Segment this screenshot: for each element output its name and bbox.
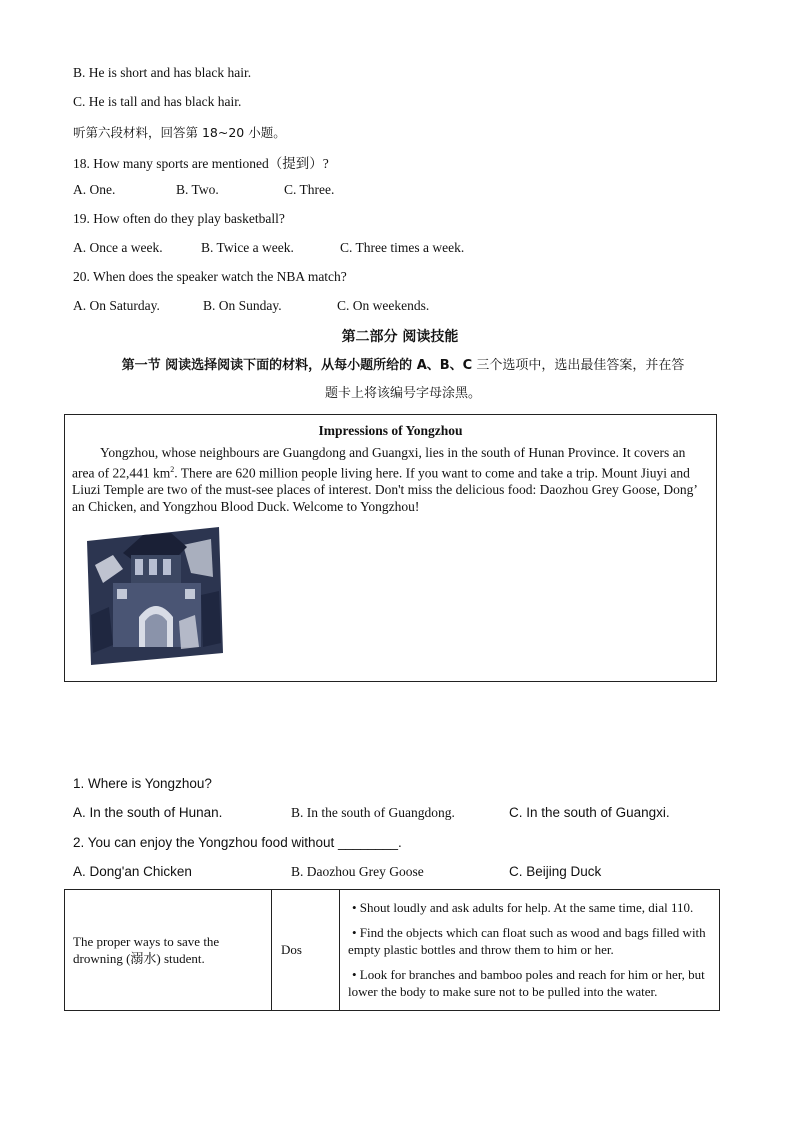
q20-option-c: C. On weekends. [337, 298, 430, 313]
table-topic-cell: The proper ways to save the drowning (溺水) student. [65, 890, 272, 1011]
passage-text [72, 445, 710, 516]
q2-option-b: B. Daozhou Grey Goose [291, 864, 424, 879]
passage-title: Impressions of Yongzhou [318, 423, 463, 438]
rescue-table [64, 889, 720, 1011]
section1-instruction-rest: 三个选项中，选出最佳答案，并在答 [472, 358, 685, 373]
q18-option-c: C. Three. [284, 182, 335, 197]
q1-question: 1. Where is Yongzhou? [73, 776, 212, 791]
section1-instruction [73, 352, 733, 408]
passage-text-part1: Yongzhou, whose neighbours are Guangdong and Guangxi, lies in the south of Hunan Province. It covers an area of 22,441 km [72, 445, 686, 481]
list-item: • Look for branches and bamboo poles and reach for him or her, but lower the body to make sure not to be pulled into the water. [348, 966, 705, 999]
q2-question: 2. You can enjoy the Yongzhou food without ________. [73, 835, 402, 850]
passage-text-part2: . There are 620 million people living here. If you want to come and take a trip. Mount Jiuyi and Liuzi Temple are two of the must-see places of interest. Don't miss the delicious food: Daozhou Grey Goose, Dong’ an Chicken, and Yongzhou Blood Duck. Welcome to Yongzhou! [72, 465, 697, 514]
q1-option-b: B. In the south of Guangdong. [291, 805, 455, 820]
q19-option-c: C. Three times a week. [340, 240, 465, 255]
q19-question: 19. How often do they play basketball? [73, 211, 285, 226]
list-item: • Find the objects which can float such as wood and bags filled with empty plastic bottles and throw them to him or her. [348, 924, 706, 957]
q20-question: 20. When does the speaker watch the NBA match? [73, 269, 347, 284]
q20-option-b: B. On Sunday. [203, 298, 282, 313]
list-item: • Shout loudly and ask adults for help. At the same time, dial 110. [352, 899, 694, 915]
table-items-cell [340, 890, 720, 1011]
yongzhou-gate-photo [83, 525, 225, 667]
q18-question: 18. How many sports are mentioned（提到）? [73, 156, 329, 171]
part6-instruction: 听第六段材料，回答第 18~20 小题。 [73, 125, 286, 140]
passage-box [64, 414, 717, 682]
q1-option-a: A. In the south of Hunan. [73, 805, 223, 820]
q18-option-a: A. One. [73, 182, 116, 197]
section1-instruction-bold: 第一节 阅读选择阅读下面的材料，从每小题所给的 A、B、C [121, 358, 473, 373]
section1-instruction-line2: 题卡上将该编号字母涂黑。 [324, 386, 481, 401]
q17-option-c: C. He is tall and has black hair. [73, 94, 242, 109]
table-label-cell: Dos [272, 890, 340, 1011]
q1-option-c: C. In the south of Guangxi. [509, 805, 670, 820]
passage-superscript: 2 [170, 464, 175, 474]
q18-option-b: B. Two. [176, 182, 219, 197]
q2-option-c: C. Beijing Duck [509, 864, 602, 879]
table-row [65, 890, 720, 1011]
q2-option-a: A. Dong'an Chicken [73, 864, 192, 879]
q19-option-a: A. Once a week. [73, 240, 163, 255]
part2-title: 第二部分 阅读技能 [341, 329, 459, 345]
q17-option-b: B. He is short and has black hair. [73, 65, 252, 80]
q19-option-b: B. Twice a week. [201, 240, 294, 255]
q20-option-a: A. On Saturday. [73, 298, 160, 313]
